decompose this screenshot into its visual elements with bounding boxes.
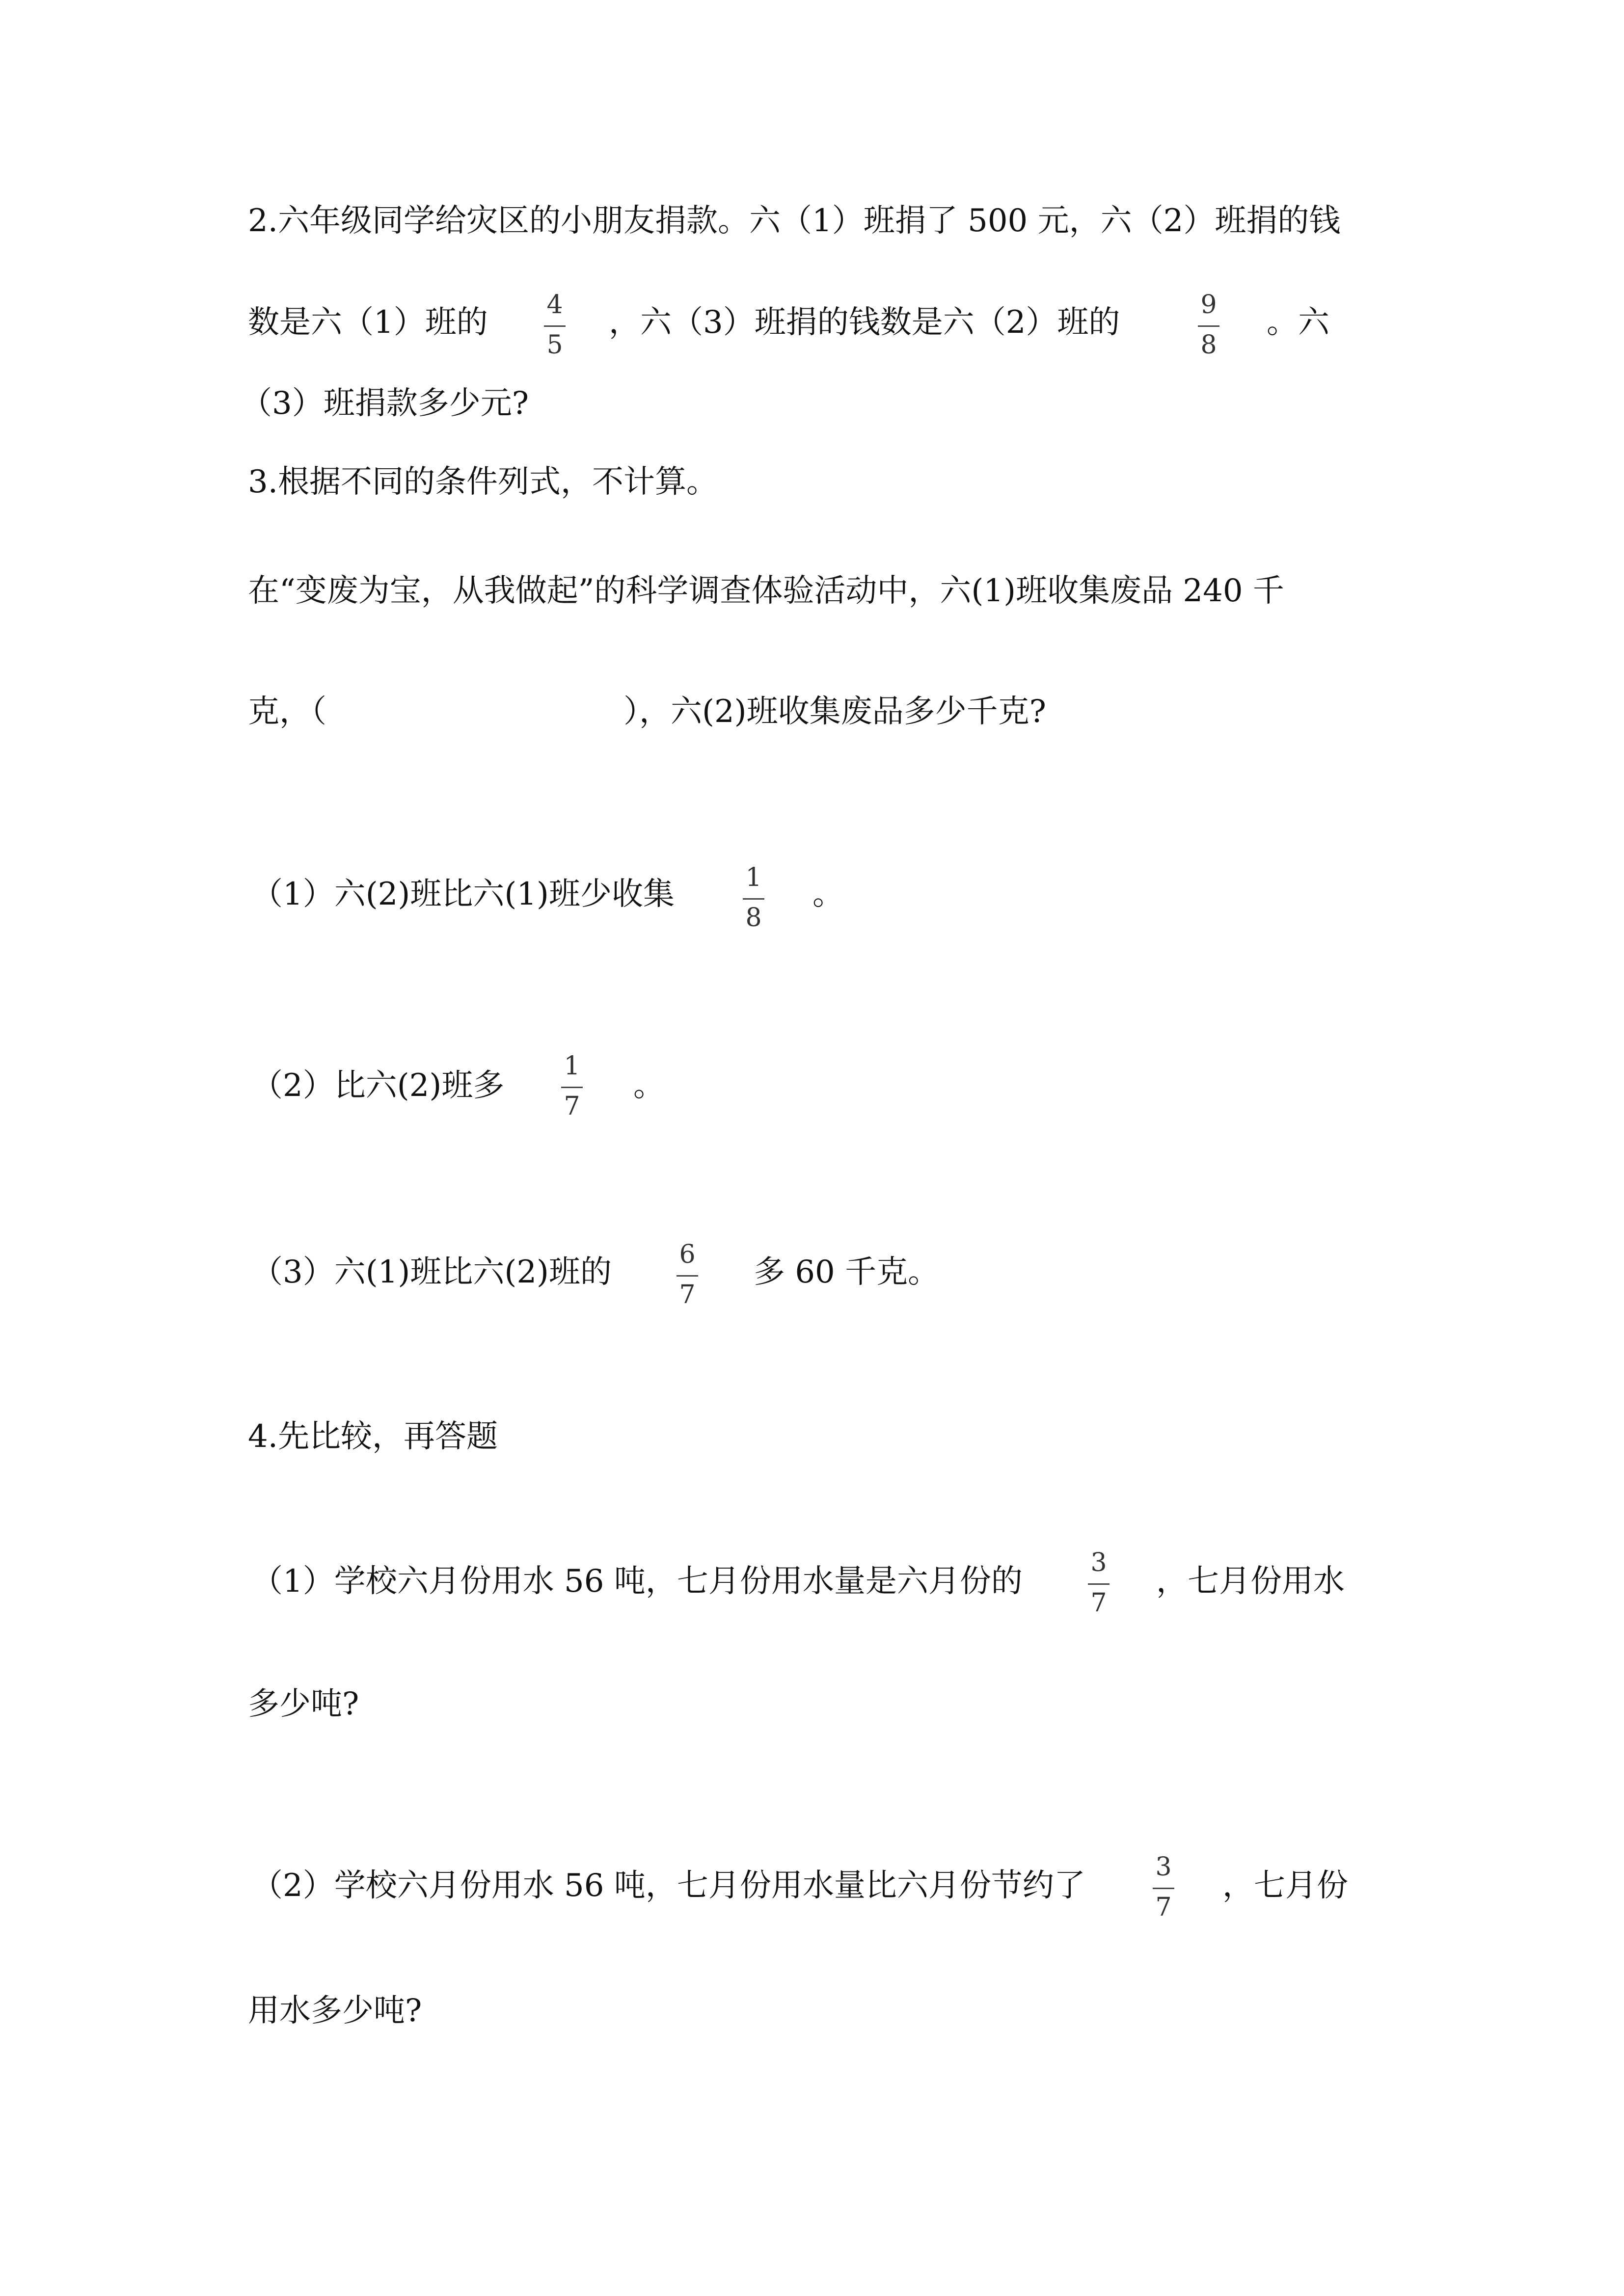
q4-part1-line1-end: ，七月份用水 [1156,1563,1345,1600]
q3-title: 3.根据不同的条件列式，不计算。 [248,464,718,500]
q4-fraction-3-7-b [1144,1854,1183,1928]
q4-part2-line2: 用水多少吨? [248,1993,422,2029]
fraction-denominator: 7 [1090,1588,1107,1618]
q2-fraction-9-8 [1189,292,1228,366]
q2-fraction-4-5 [535,292,574,366]
q4-part2-line1-end: ，七月份 [1222,1868,1348,1904]
fraction-numerator: 6 [679,1240,696,1269]
q3-condition-2: （2）比六(2)班多 [251,1068,505,1104]
q3-fraction-1-8 [734,865,773,938]
fraction-denominator: 7 [564,1092,580,1121]
fraction-bar [1153,1888,1174,1889]
q4-part1-line1: （1）学校六月份用水 56 吨，七月份用水量是六月份的 [251,1563,1023,1600]
fraction-bar [743,898,764,900]
q4-part1-line2: 多少吨? [248,1686,359,1722]
q3-condition-3: （3）六(1)班比六(2)班的 [251,1254,612,1290]
q3-stem1: 在“变废为宝，从我做起”的科学调查体验活动中，六(1)班收集废品 240 千 [248,573,1284,609]
fraction-bar [1198,325,1219,327]
q2-line2a: 数是六（1）班的 [248,304,488,341]
q4-fraction-3-7-a [1079,1550,1118,1624]
q3-stem2b: ），六(2)班收集废品多少千克? [623,694,1046,730]
q2-line2b: ，六（3）班捐的钱数是六（2）班的 [609,304,1120,341]
fraction-bar [561,1087,583,1088]
fraction-denominator: 5 [546,330,563,360]
q3-fraction-6-7 [668,1242,707,1315]
q2-line3: （3）班捐款多少元? [241,385,529,422]
q4-part2-line1: （2）学校六月份用水 56 吨，七月份用水量比六月份节约了 [251,1868,1085,1904]
fraction-bar [544,325,566,327]
fraction-numerator: 4 [546,290,563,320]
q2-line2c: 。六 [1267,304,1329,341]
q3-stem2a: 克，（ [248,694,326,730]
fraction-numerator: 3 [1155,1852,1172,1882]
fraction-denominator: 8 [745,903,762,933]
fraction-numerator: 1 [564,1051,580,1081]
fraction-denominator: 8 [1200,330,1217,360]
q3-condition-3-end: 多 60 千克。 [754,1254,940,1290]
fraction-denominator: 7 [1155,1893,1172,1922]
fraction-numerator: 3 [1090,1548,1107,1577]
q3-condition-1-end: 。 [812,876,844,912]
fraction-bar [1088,1583,1110,1585]
q3-condition-2-end: 。 [633,1068,665,1104]
fraction-numerator: 9 [1200,290,1217,320]
q2-line1: 2.六年级同学给灾区的小朋友捐款。六（1）班捐了 500 元，六（2）班捐的钱 [248,203,1341,239]
fraction-bar [677,1275,698,1277]
q3-fraction-1-7 [552,1053,592,1127]
q3-condition-1: （1）六(2)班比六(1)班少收集 [251,876,675,912]
fraction-numerator: 1 [745,863,762,892]
q4-title: 4.先比较，再答题 [248,1418,498,1455]
fraction-denominator: 7 [679,1280,696,1309]
